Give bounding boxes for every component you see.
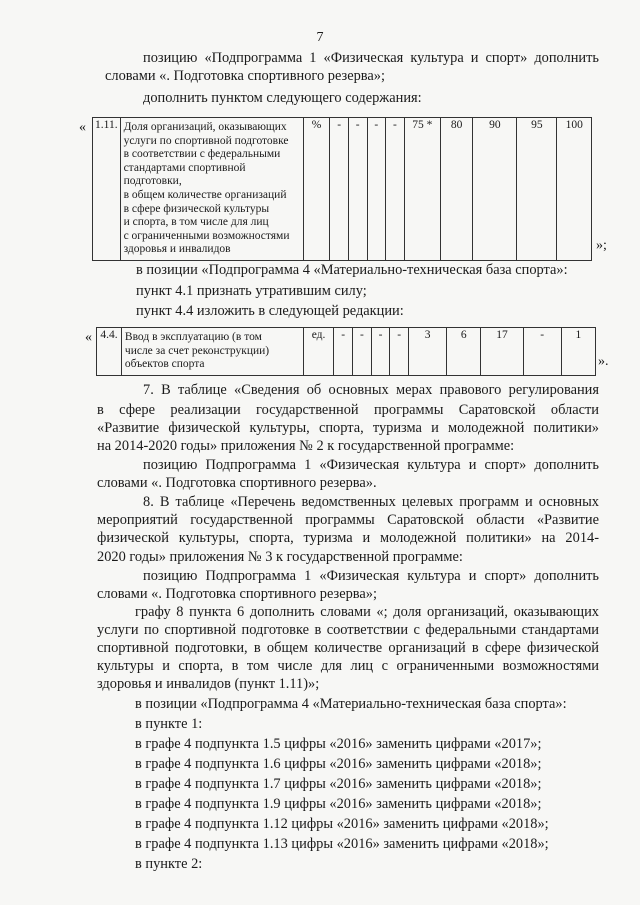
description-line: услуги по спортивной подготовке [123, 134, 289, 147]
table-cell-description [120, 118, 303, 261]
description-line: числе за счет реконструкции) [124, 344, 270, 357]
paragraph-line: позицию Подпрограмма 1 «Физическая культура и спорт» дополнить [143, 457, 599, 473]
paragraph-line: «Развитие физической культуры, спорта, туризма и молодежной политики» [97, 420, 599, 436]
description-line: объектов спорта [124, 358, 205, 371]
indicator-table-1 [92, 117, 592, 261]
table-cell-value: - [523, 328, 561, 376]
paragraph-line: в пункте 1: [135, 716, 203, 732]
paragraph-line: в графе 4 подпункта 1.5 цифры «2016» заменить цифрами «2017»; [135, 736, 542, 752]
open-quote: « [85, 330, 92, 345]
paragraph-line: 8. В таблице «Перечень ведомственных целевых программ и основных [143, 494, 599, 510]
paragraph-line: спортивной подготовки, в общем количестве организаций в сфере физической [97, 640, 599, 656]
paragraph-line: в графе 4 подпункта 1.7 цифры «2016» заменить цифрами «2018»; [135, 776, 542, 792]
description-line: в общем количестве организаций [123, 188, 287, 201]
paragraph-line: позицию «Подпрограмма 1 «Физическая культура и спорт» дополнить [143, 50, 599, 66]
paragraph-line: в графе 4 подпункта 1.13 цифры «2016» заменить цифрами «2018»; [135, 836, 549, 852]
table-cell-value: 6 [447, 328, 481, 376]
description-line: здоровья и инвалидов [123, 243, 231, 256]
indicator-table-2 [96, 327, 596, 376]
description-line: Доля организаций, оказывающих [123, 121, 287, 133]
paragraph-line: в позиции «Подпрограмма 4 «Материально-техническая база спорта»: [135, 696, 567, 712]
description-line: Ввод в эксплуатацию (в том [124, 331, 262, 343]
table-cell-value: - [367, 118, 386, 261]
close-quote: »; [596, 238, 607, 253]
paragraph-line: физической культуры, спорта, туризма и молодежной политики» на 2014- [97, 530, 599, 546]
paragraph-line: графу 8 пункта 6 дополнить словами «; доля организаций, оказывающих [135, 604, 599, 620]
paragraph-line: словами «. Подготовка спортивного резерва»; [97, 586, 377, 602]
table-cell-value: - [334, 328, 353, 376]
table-cell-description [121, 328, 303, 376]
paragraph-line: 7. В таблице «Сведения об основных мерах правового регулирования [143, 382, 599, 398]
paragraph-line: в графе 4 подпункта 1.9 цифры «2016» заменить цифрами «2018»; [135, 796, 542, 812]
open-quote: « [79, 120, 86, 135]
paragraph-line: пункт 4.4 изложить в следующей редакции: [136, 303, 404, 319]
paragraph-line: мероприятий государственной программы Саратовской области «Развитие [97, 512, 599, 528]
description-line: с ограниченными возможностями [123, 229, 290, 242]
paragraph-line: в графе 4 подпункта 1.12 цифры «2016» заменить цифрами «2018»; [135, 816, 549, 832]
page-number: 7 [316, 30, 324, 45]
paragraph-line: в сфере реализации государственной программы Саратовской области [97, 402, 599, 418]
paragraph-line: на 2014-2020 годы» приложения № 2 к государственной программе: [97, 438, 515, 454]
paragraph-line: позицию Подпрограмма 1 «Физическая культура и спорт» дополнить [143, 568, 599, 584]
table-cell-value: - [353, 328, 372, 376]
description-line: в сфере физической культуры [123, 202, 270, 215]
description-line: в соответствии с федеральными [123, 148, 281, 161]
table-cell-value: 80 [440, 118, 472, 261]
paragraph-line: словами «. Подготовка спортивного резерва»; [105, 68, 385, 84]
table-cell-value: 100 [557, 118, 592, 261]
table-cell-value: - [390, 328, 409, 376]
paragraph-line: здоровья и инвалидов (пункт 1.11)»; [97, 676, 320, 692]
table-cell-number: 4.4. [97, 328, 122, 376]
table-cell-value: 17 [481, 328, 523, 376]
table-cell-value: 3 [409, 328, 447, 376]
table-row [93, 118, 592, 261]
paragraph-line: услуги по спортивной подготовке в соответствии с федеральными стандартами [97, 622, 599, 638]
table-cell-value: - [348, 118, 367, 261]
table-cell-unit: ед. [303, 328, 334, 376]
paragraph-line: дополнить пунктом следующего содержания: [143, 90, 422, 106]
paragraph-line: в графе 4 подпункта 1.6 цифры «2016» заменить цифрами «2018»; [135, 756, 542, 772]
table-cell-value: - [330, 118, 349, 261]
paragraph-line: в пункте 2: [135, 856, 203, 872]
paragraph-line: культуры и спорта, в том числе для лиц с ограниченными возможностями [97, 658, 599, 674]
paragraph-line: пункт 4.1 признать утратившим силу; [136, 283, 367, 299]
description-line: стандартами спортивной подготовки, [123, 161, 246, 188]
table-cell-unit: % [303, 118, 330, 261]
paragraph-line: 2020 годы» приложения № 3 к государственной программе: [97, 549, 463, 565]
table-row [97, 328, 596, 376]
table-cell-value: 95 [517, 118, 557, 261]
paragraph-line: словами «. Подготовка спортивного резерва». [97, 475, 377, 491]
table-cell-value: 1 [561, 328, 595, 376]
table-cell-value: - [371, 328, 390, 376]
description-line: и спорта, в том числе для лиц [123, 216, 269, 229]
table-cell-value: - [386, 118, 405, 261]
table-cell-value: 75 * [404, 118, 440, 261]
table-cell-number: 1.11. [93, 118, 121, 261]
table-cell-value: 90 [473, 118, 517, 261]
paragraph-line: в позиции «Подпрограмма 4 «Материально-техническая база спорта»: [136, 262, 568, 278]
close-quote: ». [598, 354, 609, 369]
